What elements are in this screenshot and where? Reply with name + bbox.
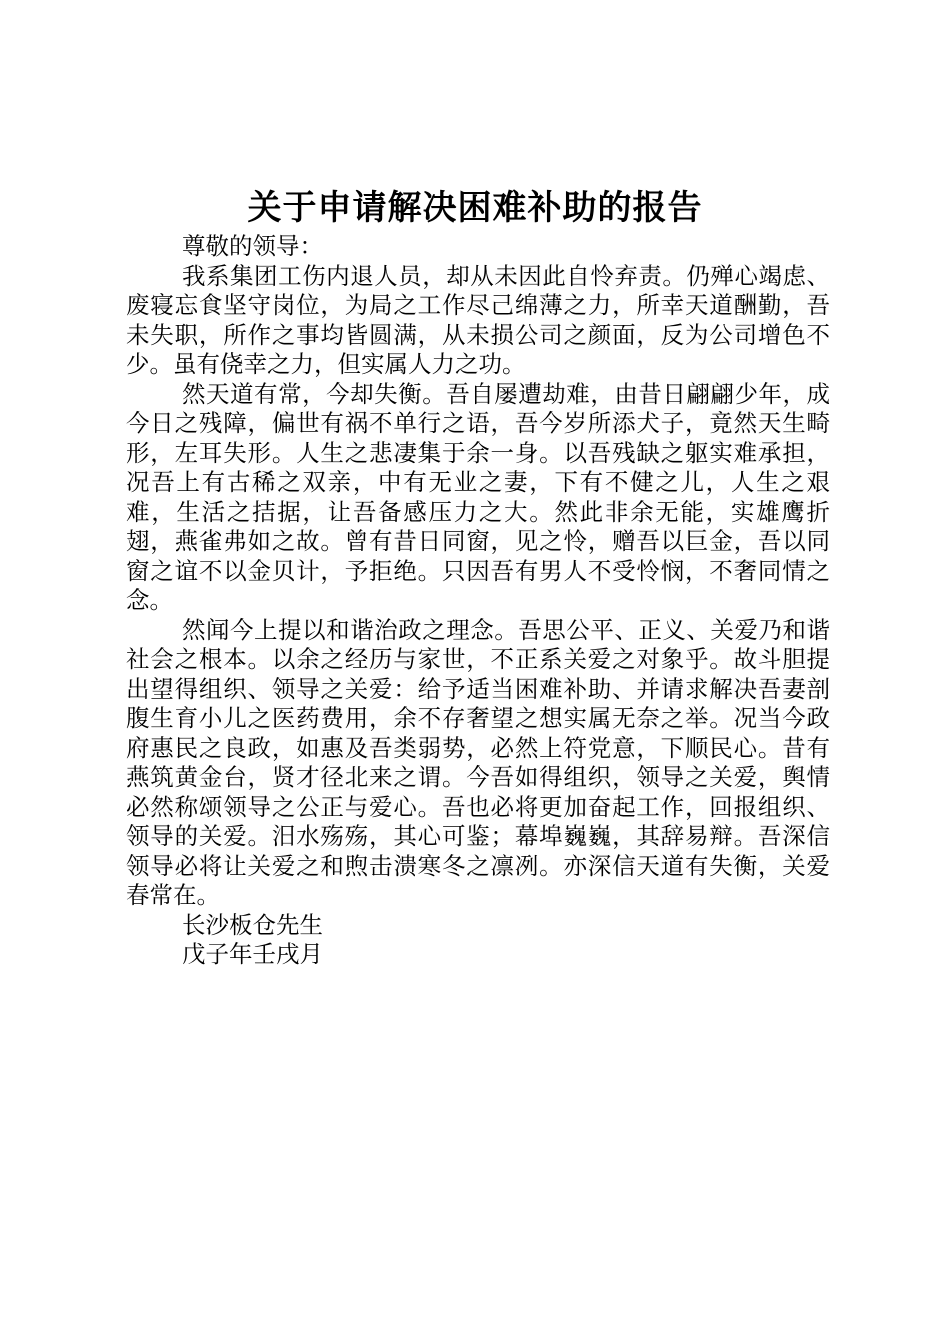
date-line: 戊子年壬戌月	[182, 940, 323, 968]
document-title: 关于申请解决困难补助的报告	[247, 188, 703, 228]
paragraph-3: 然闻今上提以和谐治政之理念。吾思公平、正义、关爱乃和谐社会之根本。以余之经历与家世，不正系关爱之对象乎。故斗胆提出望得组织、领导之关爱：给予适当困难补助、并请求解决吾妻剖腹生育小儿之医药费用，余不存奢望之想实属无奈之举。况当今政府惠民之良政，如惠及吾类弱势，必然上符党意，下顺民心。昔有燕筑黄金台，贤才径北来之谓。今吾如得组织，领导之关爱，舆情必然称颂领导之公正与爱心。吾也必将更加奋起工作，回报组织、领导的关爱。汨水殇殇，其心可鉴；幕埠巍巍，其辞易辩。吾深信领导必将让关爱之和煦击溃寒冬之凛冽。亦深信天道有失衡，关爱春常在。	[126, 615, 830, 909]
paragraph-2: 然天道有常，今却失衡。吾自屡遭劫难，由昔日翩翩少年，成今日之残障，偏世有祸不单行之语，吾今岁所添犬子，竟然天生畸形，左耳失形。人生之悲凄集于余一身。以吾残缺之躯实难承担，况吾上有古稀之双亲，中有无业之妻，下有不健之儿，人生之艰难，生活之拮据，让吾备感压力之大。然此非余无能，实雄鹰折翅，燕雀弗如之故。曾有昔日同窗，见之怜，赠吾以巨金，吾以同窗之谊不以金贝计，予拒绝。只因吾有男人不受怜悯，不奢同情之念。	[126, 379, 830, 614]
greeting: 尊敬的领导：	[182, 232, 323, 260]
paragraph-1: 我系集团工伤内退人员，却从未因此自怜弃责。仍殚心竭虑、废寝忘食坚守岗位，为局之工作尽己绵薄之力，所幸天道酬勤，吾未失职，所作之事均皆圆满，从未损公司之颜面，反为公司增色不少。虽有侥幸之力，但实属人力之功。	[126, 261, 830, 378]
signature: 长沙板仓先生	[182, 910, 323, 939]
document-body	[126, 232, 830, 970]
